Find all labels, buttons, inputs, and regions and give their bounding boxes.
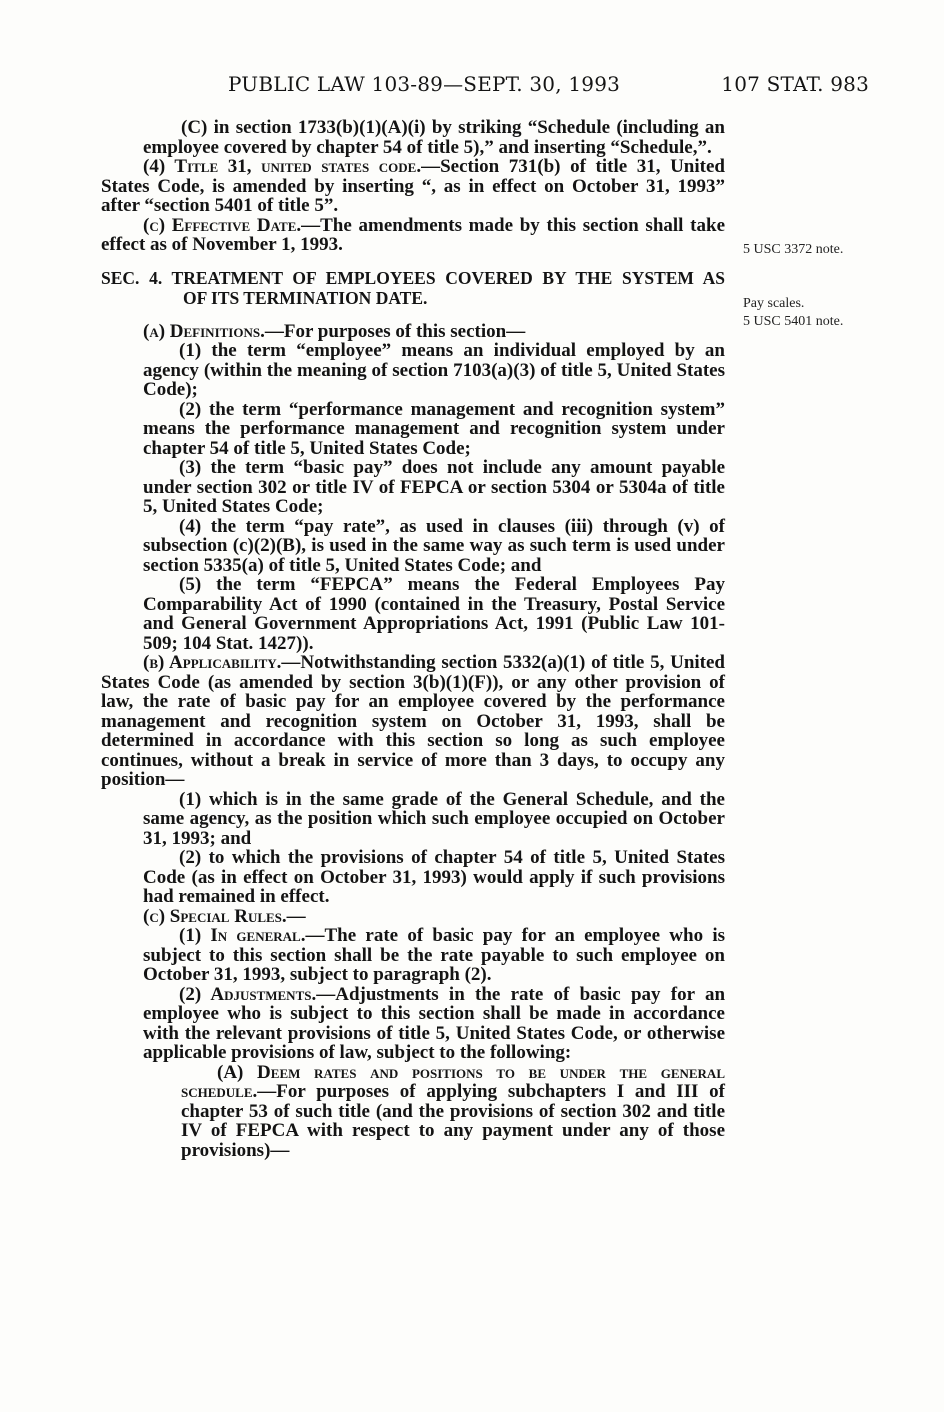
paragraph-title-31 <box>101 157 725 216</box>
deem-rates-label: (A) Deem rates and positions to be under the general schedule. <box>181 1061 725 1102</box>
margin-note-usc-3372: 5 USC 3372 note. <box>743 242 844 257</box>
title-31-label: (4) Title 31, united states code. <box>143 156 422 177</box>
in-general-label: (1) In general. <box>179 925 306 946</box>
definition-basic-pay: (3) the term “basic pay” does not include any amount payable under section 302 or title IV of FEPCA or section 5304 or 5304a of title 5, United States Code; <box>143 457 725 517</box>
definition-pmrs: (2) the term “performance management and recognition system” means the performance management and recognition system under chapter 54 of title 5, United States Code; <box>143 398 725 459</box>
applicability-text: —Notwithstanding section 5332(a)(1) of title 5, United States Code (as amended by section 3(b)(1)(F)), or any other provision of law, the rate of basic pay for an employee covered by the performance management and recognition system on October 31, 1993, shall be determined in accordance with this section so long as such employee continues, without a break in service of more than 3 days, to occupy any position— <box>101 652 725 790</box>
margin-note-usc-5401: 5 USC 5401 note. <box>743 314 844 329</box>
paragraph-b-applicability <box>101 653 725 790</box>
effective-date-label: (c) Effective Date. <box>143 214 302 236</box>
paragraph-c-special-rules <box>101 907 725 927</box>
deem-rates-text: —For purposes of applying subchapters I and III of chapter 53 of such title (and the provisions of section 302 and title IV of FEPCA with respect to any payment under any of those provisions)— <box>181 1081 725 1161</box>
effective-date-text: —The amendments made by this section shall take effect as of November 1, 1993. <box>101 214 725 255</box>
special-rule-deem-rates <box>101 1063 725 1161</box>
definition-fepca: (5) the term “FEPCA” means the Federal Employees Pay Comparability Act of 1990 (contained in the Treasury, Postal Service and General Government Appropriations Act, 1991 (Public Law 101-509; 104 Stat. 1427)). <box>143 574 725 654</box>
definition-employee: (1) the term “employee” means an individual employed by an agency (within the meaning of section 7103(a)(3) of title 5, United States Code); <box>143 340 725 400</box>
adjustments-text: —Adjustments in the rate of basic pay for an employee who is subject to this section shall be made in accordance with the relevant provisions of title 5, United States Code, or otherwise applicable provisions of law, subject to the following: <box>143 983 726 1063</box>
in-general-text: —The rate of basic pay for an employee who is subject to this section shall be the rate payable to such employee on October 31, 1993, subject to paragraph (2). <box>143 925 725 985</box>
applicability-item-1: (1) which is in the same grade of the General Schedule, and the same agency, as the position which such employee occupied on October 31, 1993; and <box>143 788 725 849</box>
adjustments-label: (2) Adjustments. <box>179 983 317 1005</box>
title-31-text: —Section 731(b) of title 31, United States Code, is amended by inserting “, as in effect on October 31, 1993” after “section 5401 of title 5”. <box>101 156 725 216</box>
applicability-label: (b) Applicability. <box>143 652 282 673</box>
special-rules-text: — <box>286 905 306 927</box>
special-rule-in-general <box>101 926 725 985</box>
section-4-heading-line2: OF ITS TERMINATION DATE. <box>183 287 428 308</box>
stat-page-number: 107 STAT. 983 <box>721 72 869 96</box>
paragraph-effective-date <box>101 216 725 255</box>
definitions-label: (a) Definitions. <box>143 320 265 342</box>
section-4-heading-line1: SEC. 4. TREATMENT OF EMPLOYEES COVERED BY THE SYSTEM AS <box>101 267 725 288</box>
running-header-title: PUBLIC LAW 103-89—SEPT. 30, 1993 <box>228 72 621 96</box>
special-rule-adjustments <box>101 985 725 1063</box>
section-4-heading <box>101 268 725 308</box>
law-text-column <box>101 118 725 1160</box>
applicability-item-2: (2) to which the provisions of chapter 54 of title 5, United States Code (as in effect on October 31, 1993) would apply if such provisions had remained in effect. <box>143 847 725 907</box>
special-rules-label: (c) Special Rules. <box>143 905 287 927</box>
paragraph-a-definitions <box>101 322 725 342</box>
definitions-text: —For purposes of this section— <box>264 320 526 342</box>
margin-note-pay-scales: Pay scales. <box>743 296 805 311</box>
definition-pay-rate: (4) the term “pay rate”, as used in clauses (iii) through (v) of subsection (c)(2)(B), is used in the same way as such term is used under section 5335(a) of title 5, United States Code; and <box>143 515 725 576</box>
paragraph-c-1733: (C) in section 1733(b)(1)(A)(i) by striking “Schedule (including an employee covered by chapter 54 of title 5),” and inserting “Schedule,”. <box>143 117 725 158</box>
